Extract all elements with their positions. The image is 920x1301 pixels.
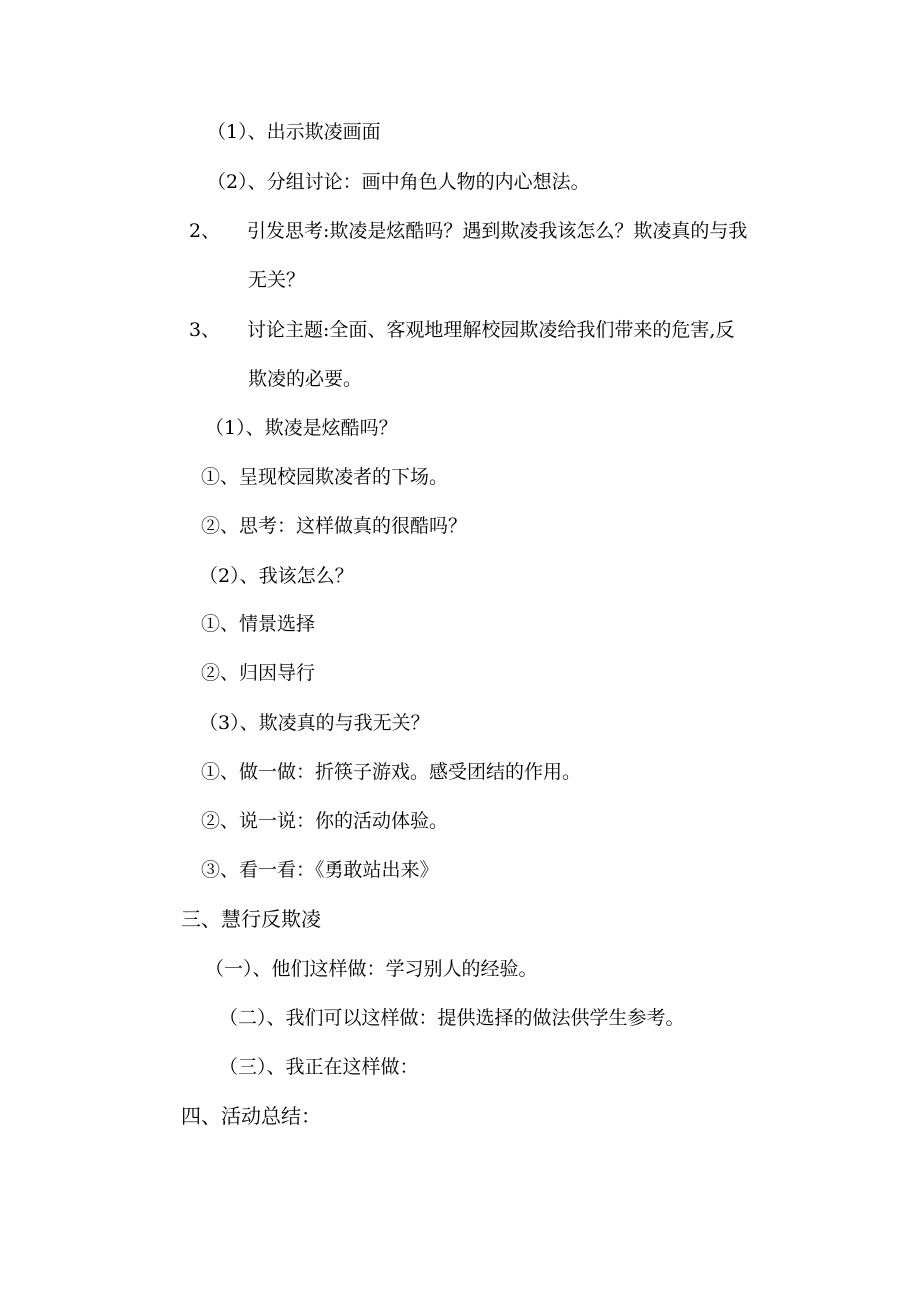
text-line: [199, 564, 354, 588]
line-text: （1）、欺凌是炫酷吗？: [205, 417, 398, 439]
line-text: 无关？: [248, 269, 306, 291]
line-text: ②、思考：这样做真的很酷吗？: [201, 515, 468, 537]
text-line: [207, 120, 381, 144]
item-number: 2、: [189, 220, 221, 242]
section-heading: [181, 1104, 321, 1128]
text-line: [219, 1006, 685, 1030]
text-line: [201, 514, 467, 538]
text-line: [219, 1055, 419, 1079]
text-line: [201, 661, 315, 685]
line-text: （三）、我正在这样做：: [219, 1056, 419, 1078]
heading-text: 三、慧行反欺凌: [181, 907, 321, 931]
line-text: ①、情景选择: [201, 613, 316, 635]
text-line: [248, 367, 362, 391]
text-line: [201, 809, 448, 833]
text-line: [205, 957, 538, 981]
text-line: [248, 268, 305, 292]
text-line: [207, 170, 590, 194]
heading-text: 四、活动总结：: [181, 1104, 321, 1128]
line-text: ①、做一做：折筷子游戏。感受团结的作用。: [201, 761, 582, 783]
section-heading: [181, 907, 321, 931]
item-number: 3、: [189, 319, 221, 341]
line-text: 讨论主题:全面、客观地理解校园欺凌给我们带来的危害,反: [247, 319, 735, 341]
text-line: [201, 465, 448, 489]
text-line: [201, 760, 581, 784]
line-text: （2）、分组讨论：画中角色人物的内心想法。: [207, 171, 590, 193]
line-text: （2）、我该怎么？: [199, 565, 354, 587]
numbered-line: [189, 219, 747, 243]
line-text: （一）、他们这样做：学习别人的经验。: [205, 958, 538, 980]
numbered-line: [189, 318, 734, 342]
text-line: [199, 711, 430, 735]
line-text: ①、呈现校园欺凌者的下场。: [201, 466, 449, 488]
line-text: ③、看一看：《勇敢站出来》: [201, 859, 439, 881]
line-text: 欺凌的必要。: [248, 368, 363, 390]
text-line: [205, 416, 398, 440]
line-text: ②、归因导行: [201, 662, 316, 684]
line-text: （1）、出示欺凌画面: [207, 121, 381, 143]
line-text: （二）、我们可以这样做：提供选择的做法供学生参考。: [219, 1007, 685, 1029]
line-text: ②、说一说：你的活动体验。: [201, 810, 449, 832]
line-text: （3）、欺凌真的与我无关？: [199, 712, 430, 734]
line-text: 引发思考:欺凌是炫酷吗？遇到欺凌我该怎么？欺凌真的与我: [247, 220, 748, 242]
text-line: [201, 858, 439, 882]
text-line: [201, 612, 315, 636]
